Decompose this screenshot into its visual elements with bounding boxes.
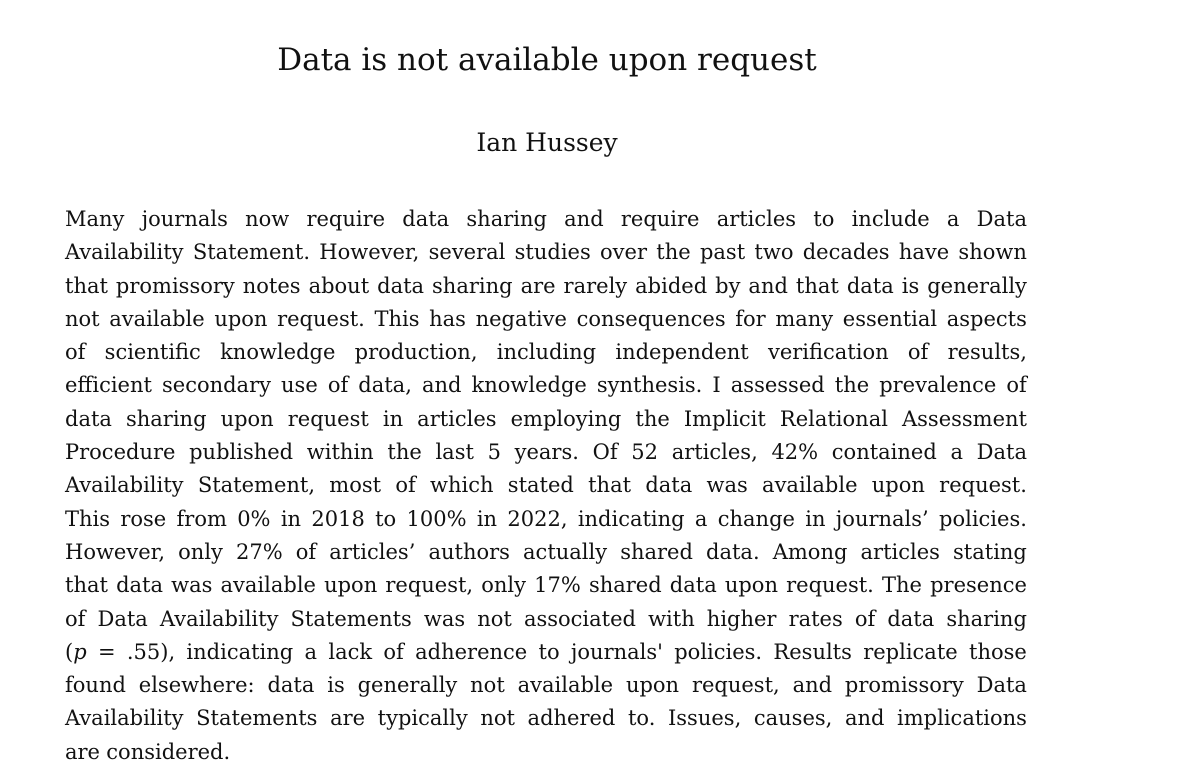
abstract-line: Availability Statement. However, several studies over the past two decades have shown [65, 240, 1027, 265]
abstract-line: data sharing upon request in articles employing the Implicit Relational Assessment [65, 406, 1027, 431]
paper-title: Data is not available upon request [277, 42, 817, 78]
abstract-line: not available upon request. This has negative consequences for many essential aspects [65, 306, 1027, 331]
abstract-line: However, only 27% of articles’ authors actually shared data. Among articles stating [65, 539, 1027, 564]
abstract-line: are considered. [65, 739, 231, 764]
abstract-line: This rose from 0% in 2018 to 100% in 2022, indicating a change in journals’ policies. [65, 506, 1027, 531]
abstract-line: that promissory notes about data sharing are rarely abided by and that data is generally [65, 273, 1027, 298]
abstract-line: Availability Statement, most of which stated that data was available upon request. [65, 473, 1027, 498]
abstract-line: (p = .55), indicating a lack of adherence to journals' policies. Results replicate those [65, 639, 1027, 664]
abstract-line: that data was available upon request, only 17% shared data upon request. The presence [65, 573, 1027, 598]
abstract-line: of Data Availability Statements was not associated with higher rates of data sharing [65, 606, 1027, 631]
paper-author: Ian Hussey [476, 128, 618, 157]
abstract-line: found elsewhere: data is generally not available upon request, and promissory Data [65, 673, 1027, 698]
abstract-line: efficient secondary use of data, and knowledge synthesis. I assessed the prevalence of [65, 373, 1027, 398]
abstract-line: Procedure published within the last 5 years. Of 52 articles, 42% contained a Data [65, 440, 1027, 465]
abstract [65, 203, 1027, 769]
abstract-line: Availability Statements are typically not adhered to. Issues, causes, and implications [65, 706, 1027, 731]
abstract-line: of scientific knowledge production, including independent verification of results, [65, 340, 1027, 365]
abstract-line: Many journals now require data sharing and require articles to include a Data [65, 207, 1027, 231]
